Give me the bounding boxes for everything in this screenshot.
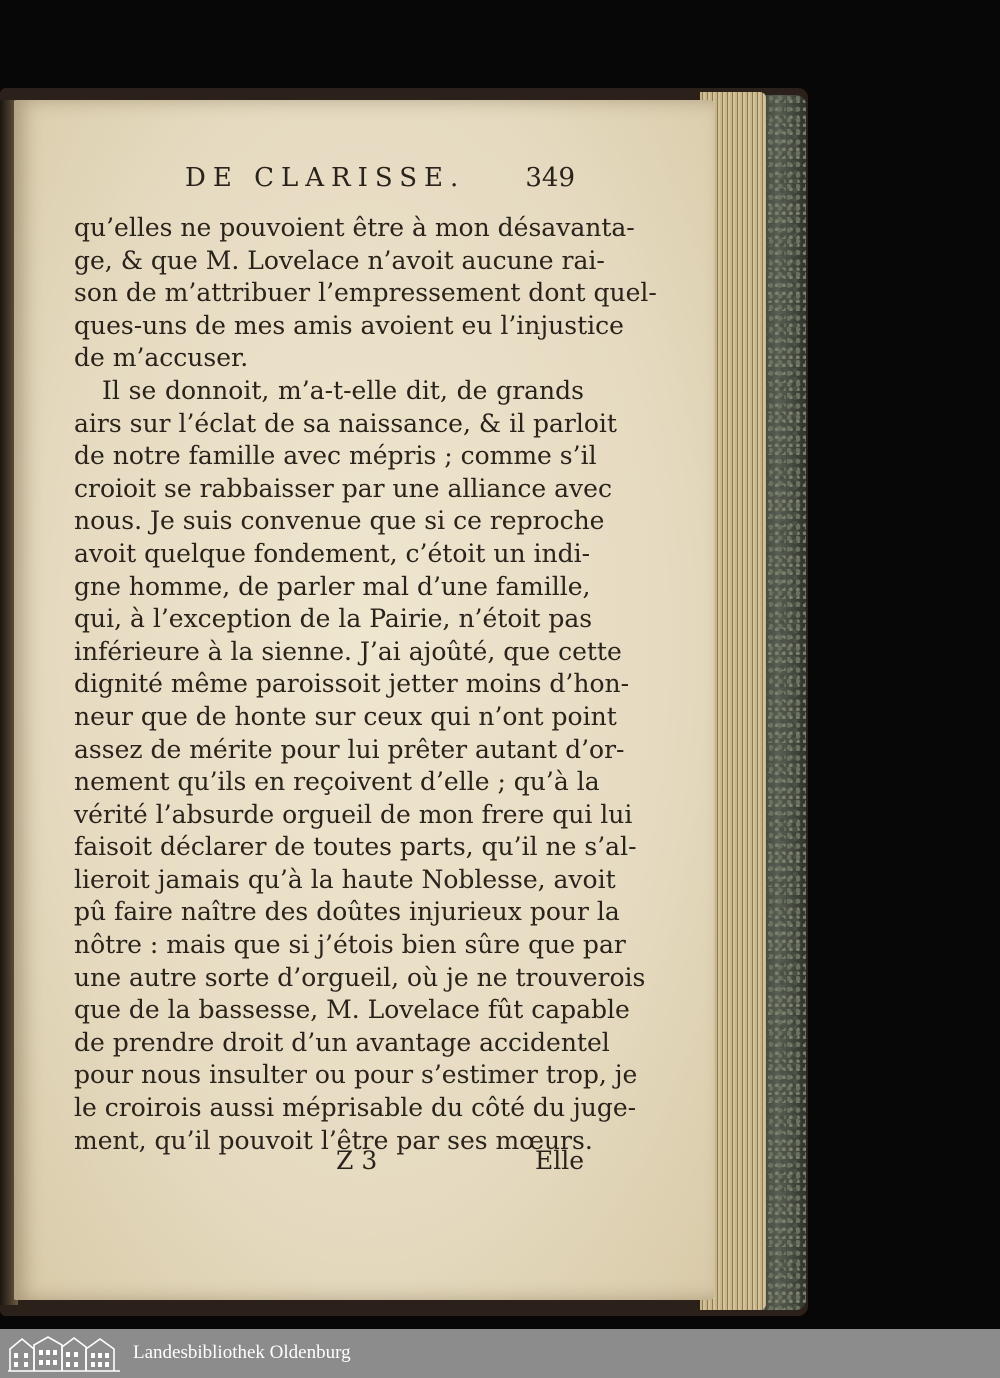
text-line: ge, & que M. Lovelace n’avoit aucune rai- (74, 245, 605, 275)
page-footer (74, 1146, 584, 1180)
text-line: inférieure à la sienne. J’ai ajoûté, que cette (74, 636, 622, 666)
marbled-cover-edge (760, 95, 806, 1310)
library-building-icon (8, 1333, 122, 1373)
running-head-title: DE CLARISSE. (185, 163, 466, 193)
text-line: gne homme, de parler mal d’une famille, (74, 571, 591, 601)
text-line: faisoit déclarer de toutes parts, qu’il ne s’al- (74, 832, 637, 862)
text-line: pû faire naître des doûtes injurieux pour la (74, 897, 620, 927)
text-line: croioit se rabbaisser par une alliance avec (74, 473, 612, 503)
text-line: de notre famille avec mépris ; comme s’il (74, 441, 597, 471)
text-line: neur que de honte sur ceux qui n’ont point (74, 701, 617, 731)
text-line: le croirois aussi méprisable du côté du juge- (74, 1093, 637, 1123)
text-line: lieroit jamais qu’à la haute Noblesse, avoit (74, 864, 616, 894)
text-line: qu’elles ne pouvoient être à mon désavanta- (74, 213, 635, 242)
text-line: pour nous insulter ou pour s’estimer trop, je (74, 1060, 638, 1090)
body-text (74, 212, 657, 1157)
text-line: nement qu’ils en reçoivent d’elle ; qu’à la (74, 767, 600, 797)
page-number: 349 (525, 163, 575, 193)
text-line: ment, qu’il pouvoit l’être par ses mœurs. (74, 1125, 593, 1155)
text-line: qui, à l’exception de la Pairie, n’étoit pas (74, 604, 593, 634)
text-line: de prendre droit d’un avantage accidentel (74, 1027, 610, 1057)
text-line: dignité même paroissoit jetter moins d’hon- (74, 669, 630, 699)
text-line: une autre sorte d’orgueil, où je ne trouverois (74, 962, 646, 992)
text-line: nous. Je suis convenue que si ce reproche (74, 506, 605, 536)
library-name: Landesbibliothek Oldenburg (133, 1342, 351, 1363)
text-line: vérité l’absurde orgueil de mon frere qui lui (74, 799, 633, 829)
text-line: airs sur l’éclat de sa naissance, & il parloit (74, 408, 617, 438)
text-line: nôtre : mais que si j’étois bien sûre que par (74, 930, 626, 960)
catchword: Elle (534, 1146, 584, 1175)
text-line: assez de mérite pour lui prêter autant d’or- (74, 734, 625, 764)
text-line: son de m’attribuer l’empressement dont quel- (74, 278, 657, 308)
text-line: ques-uns de mes amis avoient eu l’injustice (74, 310, 624, 340)
text-line: de m’accuser. (74, 343, 249, 373)
text-line: que de la bassesse, M. Lovelace fût capable (74, 995, 630, 1025)
text-line: avoit quelque fondement, c’étoit un indi- (74, 538, 591, 568)
running-head (80, 163, 585, 203)
library-banner (0, 1329, 1000, 1378)
text-line: Il se donnoit, m’a-t-elle dit, de grands (102, 375, 584, 405)
signature-mark: Z 3 (336, 1146, 378, 1175)
